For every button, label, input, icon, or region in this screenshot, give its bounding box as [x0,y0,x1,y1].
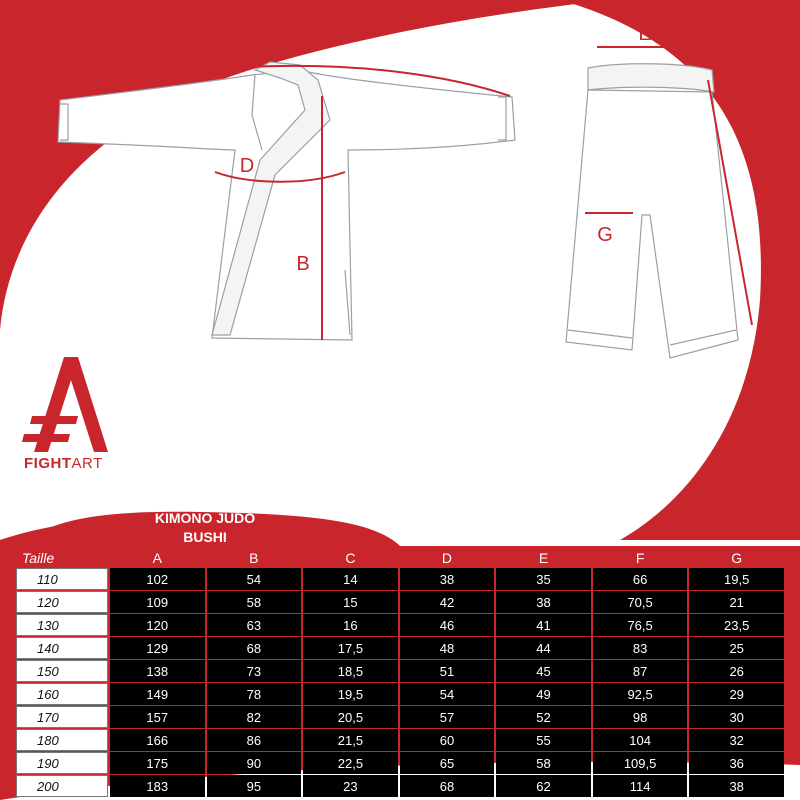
brand-name: FIGHTART [24,455,103,472]
title-line-2: BUSHI [183,529,227,545]
value-cell-f: 114 [593,775,688,797]
table-header-row [16,549,784,567]
value-cell-g: 23,5 [689,614,784,636]
value-cell-d: 46 [400,614,495,636]
size-table [14,548,786,798]
size-cell: 180 [16,729,108,751]
value-cell-f: 109,5 [593,752,688,774]
value-cell-b: 54 [207,568,302,590]
table-row [16,568,784,590]
header-taille: Taille [22,550,55,566]
value-cell-g: 25 [689,637,784,659]
size-cell: 120 [16,591,108,613]
value-cell-e: 52 [496,706,591,728]
size-cell: 130 [16,614,108,636]
jacket-illustration [58,62,515,340]
table-row [16,706,784,728]
value-cell-d: 65 [400,752,495,774]
value-cell-c: 16 [303,614,398,636]
dim-label-e: E [638,23,652,45]
table-row [16,729,784,751]
value-cell-f: 70,5 [593,591,688,613]
value-cell-g: 29 [689,683,784,705]
header-g: G [731,550,743,566]
size-cell: 190 [16,752,108,774]
table-row [16,752,784,774]
value-cell-a: 175 [110,752,205,774]
value-cell-f: 87 [593,660,688,682]
value-cell-a: 129 [110,637,205,659]
value-cell-b: 63 [207,614,302,636]
value-cell-c: 22,5 [303,752,398,774]
table-row [16,637,784,659]
value-cell-c: 20,5 [303,706,398,728]
value-cell-c: 18,5 [303,660,398,682]
table-row [16,775,784,797]
value-cell-e: 49 [496,683,591,705]
value-cell-f: 92,5 [593,683,688,705]
value-cell-d: 57 [400,706,495,728]
value-cell-e: 45 [496,660,591,682]
value-cell-a: 109 [110,591,205,613]
size-cell: 110 [16,568,108,590]
header-d: D [441,550,453,566]
title-line-1: KIMONO JUDO [154,510,256,526]
value-cell-b: 82 [207,706,302,728]
value-cell-c: 17,5 [303,637,398,659]
header-a: A [152,550,162,566]
value-cell-e: 55 [496,729,591,751]
fightart-logo [22,352,122,472]
dim-label-c: C [23,115,39,137]
size-cell: 200 [16,775,108,797]
value-cell-g: 30 [689,706,784,728]
size-cell: 150 [16,660,108,682]
table-body [16,568,784,797]
value-cell-e: 44 [496,637,591,659]
dim-label-f: F [753,187,767,209]
size-cell: 160 [16,683,108,705]
value-cell-a: 138 [110,660,205,682]
value-cell-b: 95 [207,775,302,797]
value-cell-f: 104 [593,729,688,751]
value-cell-f: 66 [593,568,688,590]
value-cell-a: 183 [110,775,205,797]
header-f: F [635,550,645,566]
dim-label-b: B [296,253,310,275]
value-cell-c: 19,5 [303,683,398,705]
product-title [115,509,295,547]
header-b: B [249,550,259,566]
value-cell-d: 48 [400,637,495,659]
dim-label-g: G [597,224,613,246]
value-cell-c: 23 [303,775,398,797]
value-cell-g: 19,5 [689,568,784,590]
value-cell-c: 15 [303,591,398,613]
value-cell-g: 36 [689,752,784,774]
header-e: E [538,550,549,566]
value-cell-b: 73 [207,660,302,682]
value-cell-d: 54 [400,683,495,705]
value-cell-f: 83 [593,637,688,659]
value-cell-d: 42 [400,591,495,613]
value-cell-d: 51 [400,660,495,682]
value-cell-d: 68 [400,775,495,797]
value-cell-b: 90 [207,752,302,774]
value-cell-a: 166 [110,729,205,751]
size-cell: 140 [16,637,108,659]
value-cell-c: 14 [303,568,398,590]
table-row [16,660,784,682]
table-row [16,614,784,636]
value-cell-b: 68 [207,637,302,659]
value-cell-c: 21,5 [303,729,398,751]
size-cell: 170 [16,706,108,728]
value-cell-e: 38 [496,591,591,613]
value-cell-e: 41 [496,614,591,636]
value-cell-g: 32 [689,729,784,751]
value-cell-d: 38 [400,568,495,590]
value-cell-a: 149 [110,683,205,705]
value-cell-a: 102 [110,568,205,590]
value-cell-f: 76,5 [593,614,688,636]
value-cell-e: 58 [496,752,591,774]
value-cell-a: 157 [110,706,205,728]
value-cell-g: 38 [689,775,784,797]
dim-label-d: D [239,155,255,177]
table-row [16,683,784,705]
value-cell-g: 21 [689,591,784,613]
value-cell-e: 62 [496,775,591,797]
header-c: C [345,550,356,566]
value-cell-b: 58 [207,591,302,613]
table-row [16,591,784,613]
value-cell-d: 60 [400,729,495,751]
value-cell-b: 78 [207,683,302,705]
value-cell-e: 35 [496,568,591,590]
value-cell-b: 86 [207,729,302,751]
value-cell-a: 120 [110,614,205,636]
value-cell-f: 98 [593,706,688,728]
dim-label-a: A [223,35,237,57]
value-cell-g: 26 [689,660,784,682]
